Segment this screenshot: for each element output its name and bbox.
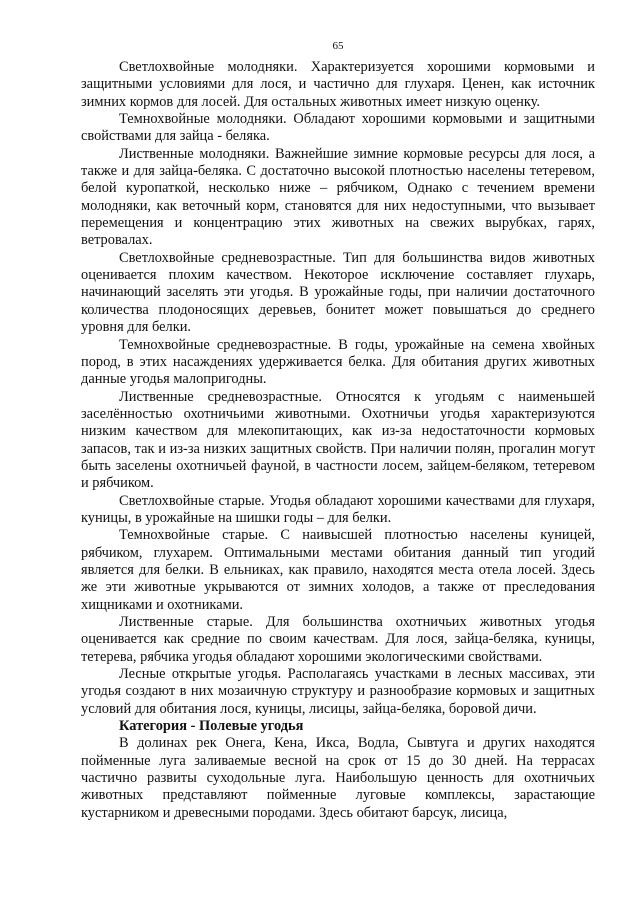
- section-heading: Категория - Полевые угодья: [119, 718, 304, 735]
- paragraph-deciduous-young: Лиственные молодняки. Важнейшие зимние кормовые ресурсы для лося, а также и для зайца-беляка. С достаточно высокой плотностью населены тетеревом, белой куропаткой, несколько ниже – рябчиком, Однако с течением времени молодняки, как веточный корм, становятся для них недоступными, что вызывает перемещения и концентрацию этих животных на свежих вырубках, гарях, ветровалах.: [81, 145, 595, 249]
- paragraph-light-coniferous-young: Светлохвойные молодняки. Характеризуется хорошими кормовыми и защитными условиями для лося, и частично для глухаря. Ценен, как источник зимних кормов для лосей. Для остальных животных имеет низкую оценку.: [81, 59, 595, 110]
- paragraph-dark-coniferous-middle-aged: Темнохвойные средневозрастные. В годы, урожайные на семена хвойных пород, в этих насаждениях удерживается белка. Для обитания других животных данные угодья малопригодны.: [81, 336, 595, 388]
- paragraph-deciduous-old: Лиственные старые. Для большинства охотничьих животных угодья оценивается как средние по своим качествам. Для лося, зайца-беляка, куницы, тетерева, рябчика угодья обладают хорошими экологическими свойствами.: [81, 614, 595, 665]
- paragraph-light-coniferous-old: Светлохвойные старые. Угодья обладают хорошими качествами для глухаря, куницы, в урожайные на шишки годы – для белки.: [81, 492, 595, 526]
- page-number: 65: [332, 40, 344, 52]
- paragraph-dark-coniferous-young: Темнохвойные молодняки. Обладают хорошими кормовыми и защитными свойствами для зайца - беляка.: [81, 111, 595, 145]
- paragraph-forest-open-lands: Лесные открытые угодья. Располагаясь участками в лесных массивах, эти угодья создают в них мозаичную структуру и разнообразие кормовых и защитных условий для обитания лося, куницы, лисицы, зайца-беляка, боровой дичи.: [81, 666, 595, 717]
- paragraph-river-floodplains: В долинах рек Онега, Кена, Икса, Водла, Сывтуга и других находятся пойменные луга заливаемые весной на срок от 15 до 30 дней. На террасах частично развиты суходольные луга. Наибольшую ценность для охотничьих животных представляют пойменные луговые комплексы, зарастающие кустарником и древесными породами. Здесь обитают барсук, лисица,: [81, 735, 595, 821]
- paragraph-dark-coniferous-old: Темнохвойные старые. С наивысшей плотностью населены куницей, рябчиком, глухарем. Оптимальными местами обитания данный тип угодий является для белки. В ельниках, как правило, находятся места отела лосей. Здесь же эти животные укрываются от зимних холодов, а также от преследования хищниками и охотниками.: [81, 527, 595, 613]
- paragraph-light-coniferous-middle-aged: Светлохвойные средневозрастные. Тип для большинства видов животных оценивается плохим качеством. Некоторое исключение составляет глухарь, начинающий заселять эти угодья. В урожайные годы, при наличии достаточного количества плодоносящих деревьев, бонитет может повышаться до среднего уровня для белки.: [81, 249, 595, 336]
- document-page: [81, 40, 595, 822]
- paragraph-deciduous-middle-aged: Лиственные средневозрастные. Относятся к угодьям с наименьшей заселённостью охотничьими животными. Охотничьи угодья характеризуются низким качеством для млекопитающих, как из-за недостаточности кормовых запасов, так и из-за низких защитных свойств. При наличии полян, прогалин могут быть заселены охотничьей фауной, в частности лосем, зайцем-беляком, тетеревом и рябчиком.: [81, 388, 595, 492]
